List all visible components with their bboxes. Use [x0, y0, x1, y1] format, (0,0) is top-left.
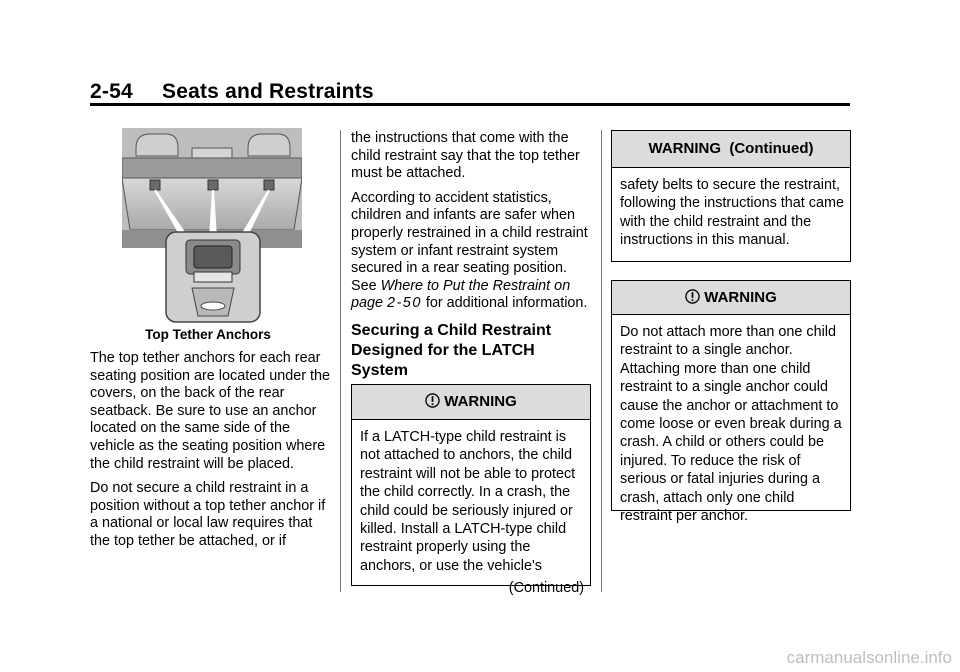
top-tether-anchors-figure: [122, 128, 302, 324]
column-2: [351, 130, 591, 389]
warning-title: WARNING: [704, 289, 777, 306]
page-header: [90, 80, 374, 104]
paragraph: Do not secure a child restraint in a position without a top tether anchor if a national or local law requires that the top tether be attached, or if: [90, 480, 326, 549]
section-subheading: Securing a Child Restraint Designed for the LATCH System: [351, 321, 552, 379]
column-1: [90, 350, 330, 558]
link-page-number[interactable]: 2‑50: [387, 295, 422, 312]
alert-icon: [425, 393, 440, 408]
warning-box: [611, 280, 851, 525]
link-on-page[interactable]: on page: [351, 277, 571, 312]
section-title: Seats and Restraints: [162, 80, 374, 103]
column-divider: [601, 130, 602, 592]
warning-header: [612, 281, 850, 315]
warning-header: [352, 385, 590, 420]
warning-box: [351, 384, 591, 597]
warning-continued-box: [611, 130, 851, 262]
paragraph: the instructions that come with the child restraint say that the top tether must be attached.: [351, 130, 580, 182]
warning-text: safety belts to secure the restraint, following the instructions that came with the child restraint and the instructions in this manual.: [620, 177, 844, 249]
warning-body: [352, 420, 590, 604]
link-title[interactable]: Where to Put the Restraint: [380, 277, 551, 294]
warning-header: [612, 131, 850, 168]
continued-label: (Continued): [508, 580, 584, 597]
warning-text: If a LATCH-type child restraint is not attached to anchors, the child restraint will not be able to protect the child correctly. In a crash, the child could be seriously injured or killed. Install a LATCH-type child restraint properly using the anchors, or use the vehicle's: [360, 429, 576, 574]
warning-text: Do not attach more than one child restraint to a single anchor. Attaching more than one child restraint to a single anchor could cause the anchor or attachment to come loose or even break during a crash. A child or others could be injured. To reduce the risk of serious or fatal injuries during a crash, attach only one child restraint per anchor.: [620, 324, 842, 525]
figure-caption: Top Tether Anchors: [145, 327, 271, 342]
warning-title: WARNING: [444, 393, 517, 410]
paragraph: The top tether anchors for each rear seating position are located under the covers, on the back of the rear seatback. Be sure to use an anchor located on the same side of the vehicle as the seating position where the child restraint will be placed.: [90, 350, 331, 472]
paragraph-text: According to accident statistics, children and infants are safer when properly restrained in a child restraint system or infant restraint system secured in a rear seating position. See: [351, 189, 588, 294]
warning-title: WARNING (Continued): [648, 140, 814, 157]
column-divider: [340, 130, 341, 592]
header-rule: [90, 103, 850, 106]
paragraph-text: for additional information.: [421, 295, 588, 312]
warning-body: [612, 168, 850, 256]
paragraph: [351, 190, 591, 313]
watermark: carmanualsonline.info: [786, 648, 952, 667]
alert-icon: [685, 289, 700, 304]
warning-body: [612, 315, 850, 531]
page-number: 2-54: [90, 80, 133, 103]
